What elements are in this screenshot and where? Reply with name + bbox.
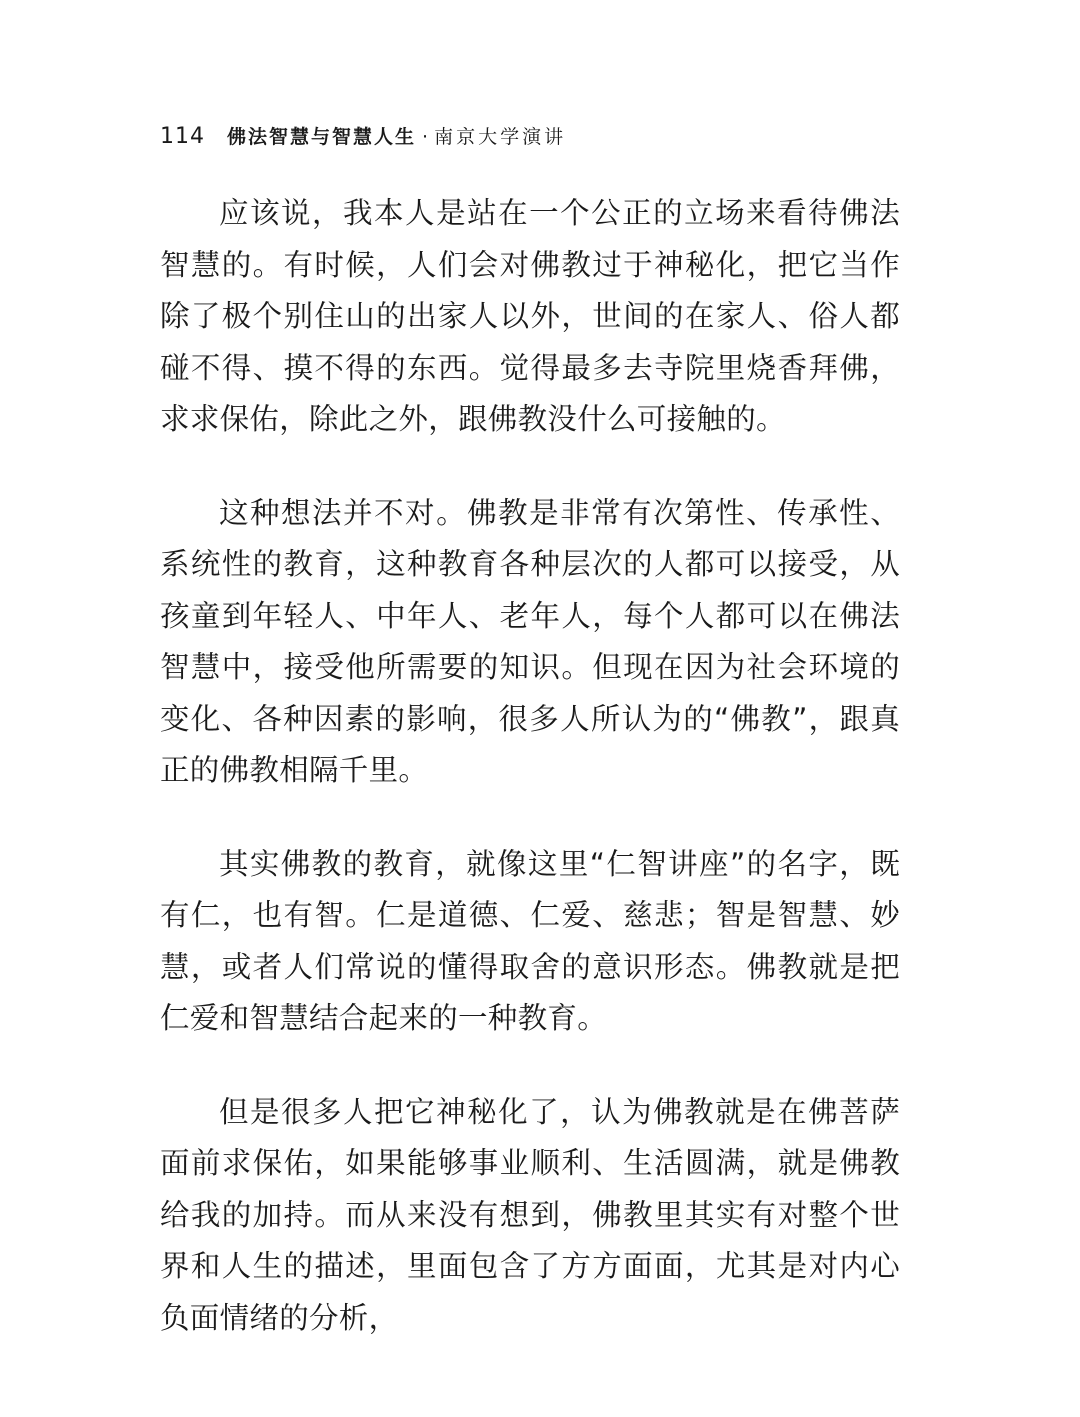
page-number: 114 <box>160 124 205 149</box>
book-subtitle: 南京大学演讲 <box>434 126 567 148</box>
book-title: 佛法智慧与智慧人生 <box>227 126 417 148</box>
title-separator: · <box>422 126 429 148</box>
paragraph-2: 这种想法并不对。佛教是非常有次第性、传承性、系统性的教育，这种教育各种层次的人都可以接受，从孩童到年轻人、中年人、老年人，每个人都可以在佛法智慧中，接受他所需要的知识。但现在因为社会环境的变化、各种因素的影响，很多人所认为的“佛教”，跟真正的佛教相隔千里。 <box>160 495 900 787</box>
paragraph-1: 应该说，我本人是站在一个公正的立场来看待佛法智慧的。有时候，人们会对佛教过于神秘化，把它当作除了极个别住山的出家人以外，世间的在家人、俗人都碰不得、摸不得的东西。觉得最多去寺院里烧香拜佛，求求保佑，除此之外，跟佛教没什么可接触的。 <box>160 196 900 436</box>
body-text <box>160 188 900 1386</box>
running-head <box>160 122 566 156</box>
paragraph-3: 其实佛教的教育，就像这里“仁智讲座”的名字，既有仁，也有智。仁是道德、仁爱、慈悲；智是智慧、妙慧，或者人们常说的懂得取舍的意识形态。佛教就是把仁爱和智慧结合起来的一种教育。 <box>160 846 900 1035</box>
paragraph-4: 但是很多人把它神秘化了，认为佛教就是在佛菩萨面前求保佑，如果能够事业顺利、生活圆满，就是佛教给我的加持。而从来没有想到，佛教里其实有对整个世界和人生的描述，里面包含了方方面面，尤其是对内心负面情绪的分析， <box>160 1094 900 1335</box>
